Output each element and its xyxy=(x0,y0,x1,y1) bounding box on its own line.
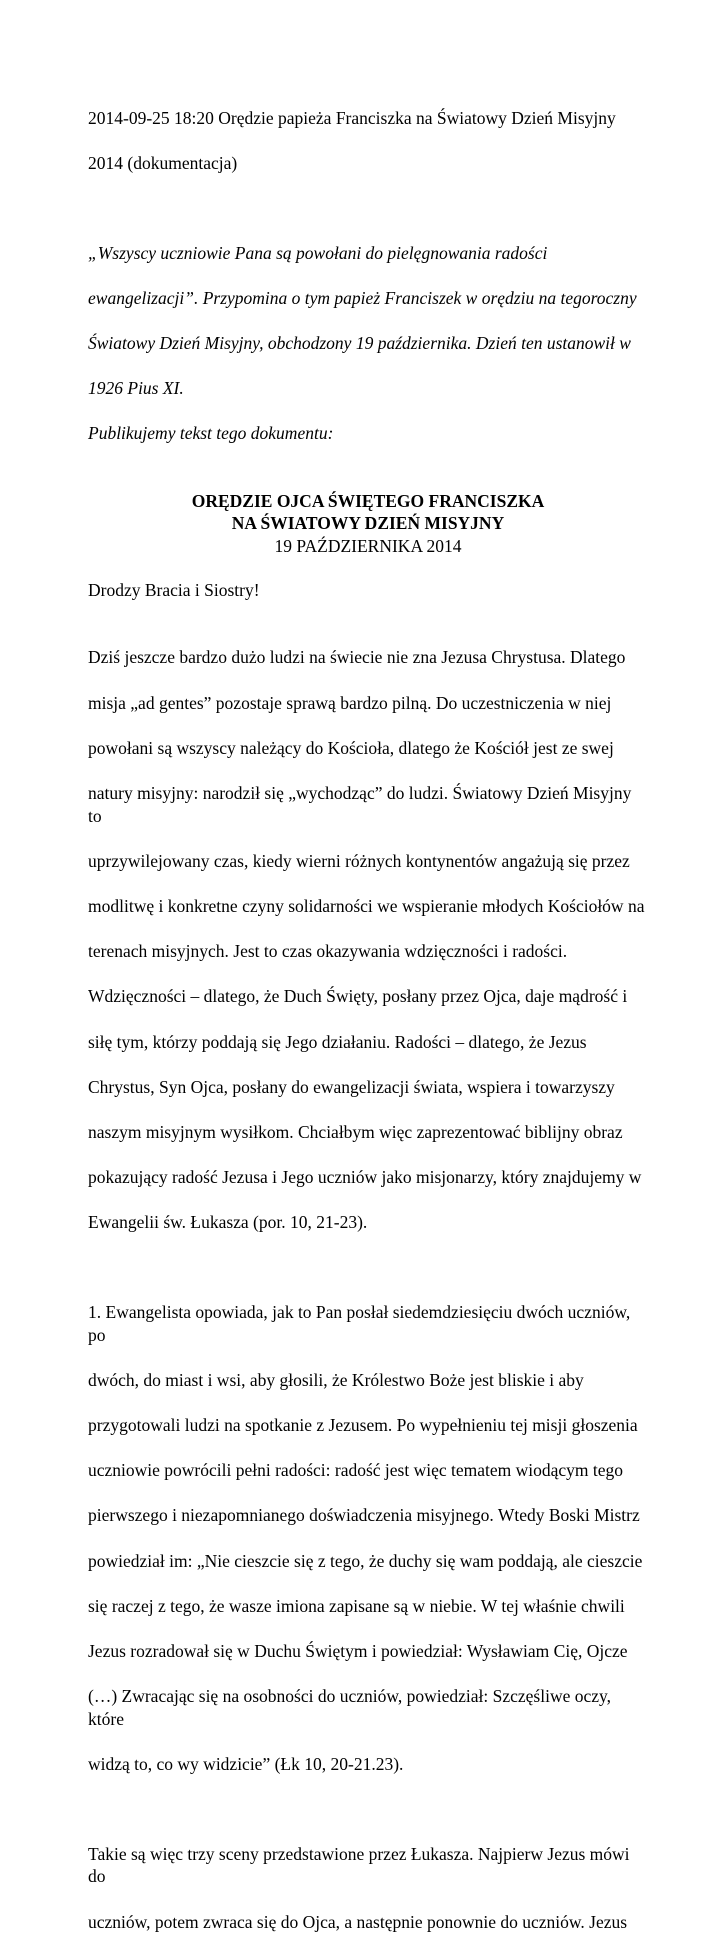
paragraph-line: się raczej z tego, że wasze imiona zapisane są w niebie. W tej właśnie chwili xyxy=(88,1595,625,1616)
paragraph-line: Chrystus, Syn Ojca, posłany do ewangelizacji świata, wspiera i towarzyszy xyxy=(88,1076,615,1097)
header-line: 2014-09-25 18:20 Orędzie papieża Franciszka na Światowy Dzień Misyjny xyxy=(88,107,616,128)
paragraph-line: pierwszego i niezapomnianego doświadczenia misyjnego. Wtedy Boski Mistrz xyxy=(88,1505,640,1526)
body-paragraph-2 xyxy=(88,1279,648,1799)
intro-line: 1926 Pius XI. xyxy=(88,378,184,399)
paragraph-line: Wdzięczności – dlatego, że Duch Święty, posłany przez Ojca, daje mądrość i xyxy=(88,986,628,1007)
document-title-line-1: ORĘDZIE OJCA ŚWIĘTEGO FRANCISZKA xyxy=(191,490,545,511)
paragraph-line: uczniów, potem zwraca się do Ojca, a następnie ponownie do uczniów. Jezus xyxy=(88,1911,628,1932)
body-paragraph-1 xyxy=(88,624,648,1257)
paragraph-line: widzą to, co wy widzicie” (Łk 10, 20-21.23). xyxy=(88,1753,404,1774)
paragraph-line: Ewangelii św. Łukasza (por. 10, 21-23). xyxy=(88,1212,368,1233)
paragraph-line: uprzywilejowany czas, kiedy wierni różnych kontynentów angażują się przez xyxy=(88,850,630,871)
paragraph-line: 1. Ewangelista opowiada, jak to Pan posłał siedemdziesięciu dwóch uczniów, po xyxy=(88,1302,631,1345)
intro-line: „Wszyscy uczniowie Pana są powołani do pielęgnowania radości xyxy=(88,242,548,263)
paragraph-line: natury misyjny: narodził się „wychodząc” do ludzi. Światowy Dzień Misyjny to xyxy=(88,783,632,826)
paragraph-line: siłę tym, którzy poddają się Jego działaniu. Radości – dlatego, że Jezus xyxy=(88,1031,587,1052)
paragraph-line: Dziś jeszcze bardzo dużo ludzi na świecie nie zna Jezusa Chrystusa. Dlatego xyxy=(88,647,626,668)
intro-line: Publikujemy tekst tego dokumentu: xyxy=(88,423,334,444)
paragraph-line: pokazujący radość Jezusa i Jego uczniów jako misjonarzy, który znajdujemy w xyxy=(88,1167,642,1188)
paragraph-line: modlitwę i konkretne czyny solidarności we wspieranie młodych Kościołów na xyxy=(88,896,645,916)
paragraph-line: dwóch, do miast i wsi, aby głosili, że Królestwo Boże jest bliskie i aby xyxy=(88,1369,584,1390)
document-title-line-2: NA ŚWIATOWY DZIEŃ MISYJNY xyxy=(231,513,505,534)
document-header xyxy=(88,84,648,197)
paragraph-line: misja „ad gentes” pozostaje sprawą bardzo pilną. Do uczestniczenia w niej xyxy=(88,692,612,713)
paragraph-line: Jezus rozradował się w Duchu Świętym i powiedział: Wysławiam Cię, Ojcze xyxy=(88,1641,628,1661)
paragraph-line: uczniowie powrócili pełni radości: radość jest więc tematem wiodącym tego xyxy=(88,1460,624,1481)
intro-line: ewangelizacji”. Przypomina o tym papież Franciszek w orędziu na tegoroczny xyxy=(88,287,637,308)
document-page xyxy=(88,84,648,1956)
intro-paragraph xyxy=(88,219,648,468)
paragraph-line: powołani są wszyscy należący do Kościoła, dlatego że Kościół jest ze swej xyxy=(88,737,614,758)
paragraph-line: (…) Zwracając się na osobności do uczniów, powiedział: Szczęśliwe oczy, które xyxy=(88,1686,612,1729)
paragraph-line: powiedział im: „Nie cieszcie się z tego, że duchy się wam poddają, ale cieszcie xyxy=(88,1550,643,1571)
paragraph-line: terenach misyjnych. Jest to czas okazywania wdzięczności i radości. xyxy=(88,941,568,962)
paragraph-line: Takie są więc trzy sceny przedstawione przez Łukasza. Najpierw Jezus mówi do xyxy=(88,1843,630,1887)
paragraph-line: naszym misyjnym wysiłkom. Chciałbym więc zaprezentować biblijny obraz xyxy=(88,1121,623,1142)
greeting: Drodzy Bracia i Siostry! xyxy=(88,580,260,601)
body-paragraph-3 xyxy=(88,1820,648,1956)
header-line: 2014 (dokumentacja) xyxy=(88,152,238,173)
document-date: 19 PAŹDZIERNIKA 2014 xyxy=(274,535,462,556)
document-title-block xyxy=(88,490,648,558)
intro-line: Światowy Dzień Misyjny, obchodzony 19 października. Dzień ten ustanowił w xyxy=(88,332,631,353)
paragraph-line: przygotowali ludzi na spotkanie z Jezusem. Po wypełnieniu tej misji głoszenia xyxy=(88,1415,638,1436)
